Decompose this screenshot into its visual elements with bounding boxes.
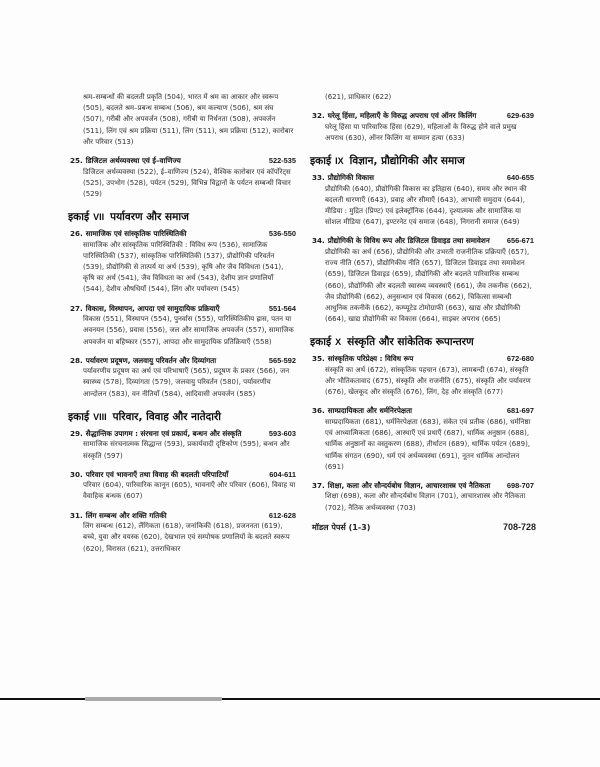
entry-pages: 672-680 (506, 354, 534, 364)
entry-number: 28. (70, 355, 83, 365)
entry-pages: 681-697 (506, 406, 534, 416)
entry-number: 36. (312, 406, 325, 416)
entry-number: 30. (70, 469, 83, 479)
entry-continuation-topics: श्रम–सम्बन्धों की बदलती प्रकृति (504), भारत में श्रम का आकार और स्वरूप (505), बदलते श्रम–प्रबन्ध सम्बन्ध (506), श्रम कल्याण (506), श्रम संघ (507), गरीबी और अपवर्जन (508), गरीबी या निर्धनता (508), अपवर्जन (511), लिंग एवं श्रम प्रक्रिया (511), लिंग (511), श्रम प्रक्रिया (512), कारोबार और परिवार (513) (83, 93, 294, 146)
unit-title: परिवार, विवाह और नातेदारी (112, 410, 221, 423)
entry-number: 25. (70, 156, 83, 166)
unit-heading-10 (310, 335, 534, 349)
horizontal-scrollbar-thumb[interactable] (85, 697, 222, 701)
unit-title: विज्ञान, प्रौद्योगिकी और समाज (349, 155, 465, 168)
unit-heading-7 (68, 210, 296, 224)
toc-entry-31 (70, 510, 296, 555)
entry-topics: प्रौद्योगिकी (640), प्रौद्योगिकी विकास का इतिहास (640), समय और स्थान की बदलती धारणाएँ (643), प्रवाह और सीमाएँ (643), आभासी समुदाय (644), मीडिया : मुद्रित (प्रिण्ट) एवं इलेक्ट्रॉनिक (644), दृश्यात्मक और सामाजिक या सोशल मीडिया (647), इण्टरनेट एवं समाज (648), निगरानी समाज (649) (325, 184, 527, 227)
entry-number: 31. (70, 510, 83, 520)
entry-number: 29. (70, 428, 83, 438)
entry-topics: संस्कृति का अर्थ (672), सांस्कृतिक पहचान (673), लामबन्दी (674), संस्कृति और भौतिकतावाद (675), संस्कृति और राजनीति (675), संस्कृति और पर्यावरण (676), खेलकूद और संस्कृति (676), लिंग, देह और संस्कृति (677) (325, 365, 531, 397)
entry-topics: साम्प्रदायिकता (681), धर्मनिरपेक्षता (683), संकेत एवं प्रतीक (686), धर्मनिष्ठा एवं आध्यात्मिकता (686), आस्थाएँ एवं प्रथाएँ (687), धार्मिक अनुष्ठान (688), धार्मिक अनुष्ठानों का वस्तुकरण (688), तीर्थाटन (689), धार्मिक पर्यटन (689), धार्मिक संगठन (690), धर्म एवं अर्थव्यवस्था (691), नूतन धार्मिक आन्दोलन (691) (325, 417, 531, 471)
entry-number: 26. (70, 229, 83, 239)
entry-pages: 612-628 (268, 510, 296, 520)
entry-topics: घरेलू हिंसा या पारिवारिक हिंसा (629), महिलाओं के विरुद्ध होने वाले प्रमुख अपराध (630), ऑनर किलिंग या सम्मान हत्या (633) (325, 122, 517, 142)
entry-number: 37. (312, 480, 325, 490)
model-papers-title: मॉडल पेपर्स (1-3) (312, 522, 371, 532)
entry-topics: प्रौद्योगिकी का अर्थ (656), प्रौद्योगिकी और उभरती राजनीतिक प्रक्रियाएँ (657), राज्य नीति (657), प्रौद्योगिकीय नीति (657), डिजिटल डिवाइड तथा समावेशन (659), डिजिटल डिवाइड (659), प्रौद्योगिकी और बदलते पारिवारिक सम्बन्ध (660), प्रौद्योगिकी और बदलती स्वास्थ्य व्यवस्थाएँ (661), जैव तकनीक (662), जैव प्रौद्योगिकी (662), अनुसन्धान एवं विकास (662), चिकित्सा सम्बन्धी आधुनिक तकनीकें (662), कम्प्यूटेड टोमोग्राफी (663), खाद्य और प्रौद्योगिकी (664), खाद्य प्रौद्योगिकी का विकास (664), साइबर अपराध (665) (325, 247, 532, 324)
entry-number: 35. (312, 354, 325, 364)
entry-number: 32. (312, 111, 325, 121)
entry-pages: 640-655 (506, 173, 534, 183)
entry-title: साम्प्रदायिकता और धर्मनिरपेक्षता (327, 406, 413, 416)
unit-prefix: इकाई (68, 410, 90, 423)
entry-topics: सामाजिक और सांस्कृतिक पारिस्थितिकी : विविध रूप (536), सामाजिक पारिस्थितिकी (537), सांस्कृतिक पारिस्थितिकी (537), प्रौद्योगिकी परिवर्तन (539), प्रौद्योगिकी से तात्पर्य या अर्थ (539), कृषि और जैव विविधता (541), कृषि का अर्थ (541), जैव विविधता का अर्थ (543), देशीय ज्ञान प्रणालियाँ (544), देशीय औषधियाँ (544), लिंग और पर्यावरण (545) (83, 240, 284, 294)
toc-right-column (312, 92, 534, 533)
model-papers-entry (312, 522, 534, 533)
entry-pages: 536-550 (268, 229, 296, 239)
unit-heading-9 (310, 154, 534, 168)
toc-entry-26 (70, 228, 296, 296)
toc-entry-34 (312, 235, 534, 325)
entry-number: 33. (312, 173, 325, 183)
entry-pages: 629-639 (506, 111, 534, 121)
entry-title: प्रौद्योगिकी के विविध रूप और डिजिटल डिवाइड तथा समावेशन (327, 236, 490, 246)
entry-topics: शिक्षा (698), कला और सौन्दर्यबोध विज्ञान (701), आचारशास्त्र और नैतिकता (702), नैतिक अर्थव्यवस्था (703) (325, 492, 526, 512)
entry-pages: 522-535 (268, 156, 296, 166)
unit-roman: VIII (93, 411, 107, 422)
entry-title: पर्यावरण प्रदूषण, जलवायु परिवर्तन और दिव्यांगता (85, 355, 217, 365)
entry-pages: 698-707 (506, 480, 534, 490)
entry-title: सैद्धान्तिक उपागम : संरचना एवं प्रकार्य, बन्धन और संस्कृति (85, 428, 242, 438)
unit-roman: IX (335, 156, 344, 167)
entry-number: 27. (70, 303, 83, 313)
toc-entry-27 (70, 303, 296, 348)
entry-topics: परिवार (604), पारिवारिक कानून (605), भावनाएँ और परिवार (606), विवाह या वैवाहिक बन्धक (607) (83, 481, 296, 501)
entry-number: 34. (312, 236, 325, 246)
toc-entry-28 (70, 355, 296, 400)
entry-pages: 551-564 (268, 303, 296, 313)
unit-roman: X (335, 337, 342, 348)
model-papers-pages: 708-728 (502, 521, 536, 532)
unit-title: पर्यावरण और समाज (110, 211, 189, 224)
entry-title: सांस्कृतिक परिप्रेक्ष्य : विविध रूप (327, 354, 414, 364)
entry-continuation-topics: (621), प्राधिकार (622) (325, 93, 392, 101)
entry-title: सामाजिक एवं सांस्कृतिक पारिस्थितिकी (85, 229, 187, 239)
entry-topics: पर्यावरणीय प्रदूषण का अर्थ एवं परिभाषाएँ (565), प्रदूषण के प्रकार (566), जन स्वास्थ्य (578), दिव्यांगता (579), जलवायु परिवर्तन (580), पर्यावरणीय आन्दोलन (583), वन नीतियाँ (584), आदिवासी अपवर्जन (585) (83, 367, 290, 398)
toc-left-column (70, 92, 296, 562)
toc-entry-33 (312, 172, 534, 228)
toc-entry-30 (70, 469, 296, 503)
toc-entry-36 (312, 405, 534, 473)
unit-prefix: इकाई (310, 336, 332, 349)
entry-title: डिजिटल अर्थव्यवस्था एवं ई–वाणिज्य (85, 156, 181, 166)
entry-title: विकास, विस्थापन, आपदा एवं सामुदायिक प्रक्रियाएँ (85, 303, 220, 313)
toc-entry-25 (70, 155, 296, 200)
entry-pages: 604-611 (269, 469, 296, 479)
entry-title: घरेलू हिंसा, महिलाएँ के विरुद्ध अपराध एवं ऑनर किलिंग (327, 111, 477, 121)
toc-entry-29 (70, 428, 296, 462)
entry-title: परिवार एवं भावनाएँ तथा विवाह की बदलती परिपाटियाँ (85, 469, 229, 479)
unit-prefix: इकाई (68, 211, 90, 224)
toc-entry-32 (312, 110, 534, 144)
unit-prefix: इकाई (310, 155, 332, 168)
unit-title: संस्कृति और सांकेतिक रूपान्तरण (347, 336, 474, 349)
entry-topics: विकास (551), विस्थापन (554), पुनर्वास (555), पारिस्थितिकीय ह्रास, पतन या अवनयन (556), प्रवास (556), जल और सामाजिक अपवर्जन (557), सामाजिक अपवर्जन या बहिष्कार (557), आपदा और सामुदायिक प्रतिक्रियाएँ (558) (83, 315, 294, 346)
entry-title: शिक्षा, कला और सौन्दर्यबोध विज्ञान, आचारशास्त्र एवं नैतिकता (327, 480, 491, 490)
entry-title: लिंग सम्बन्ध और शक्ति गतिकी (85, 510, 167, 520)
entry-pages: 656-671 (506, 236, 534, 246)
toc-entry-37 (312, 480, 534, 514)
entry-pages: 565-592 (268, 355, 296, 365)
unit-heading-8 (68, 410, 296, 424)
entry-title: प्रौद्योगिकी विकास (327, 173, 374, 183)
entry-pages: 593-603 (268, 428, 296, 438)
unit-roman: VII (93, 212, 105, 223)
toc-entry-35 (312, 353, 534, 398)
entry-topics: डिजिटल अर्थव्यवस्था (522), ई–वाणिज्य (524), वैश्विक कारोबार एवं कॉर्पोरेट्स (525), उपभोग (528), पर्यटन (529), विभिन्न विद्वानों के पर्यटन सम्बन्धी विचार (529) (83, 167, 291, 198)
entry-topics: लिंग सम्बन्ध (612), लैंगिकता (618), जनांकिकी (618), प्रजननता (619), बच्चे, युवा और वयस्क (620), देखभाल एवं सम्पोषक प्रणालियों के बदलते स्वरूप (620), विरासत (621), उत्तराधिकार (83, 522, 290, 553)
entry-topics: सामाजिक संरचनात्मक सिद्धान्त (593), प्रकार्यवादी दृष्टिकोण (595), बन्धन और संस्कृति (597) (83, 440, 290, 460)
